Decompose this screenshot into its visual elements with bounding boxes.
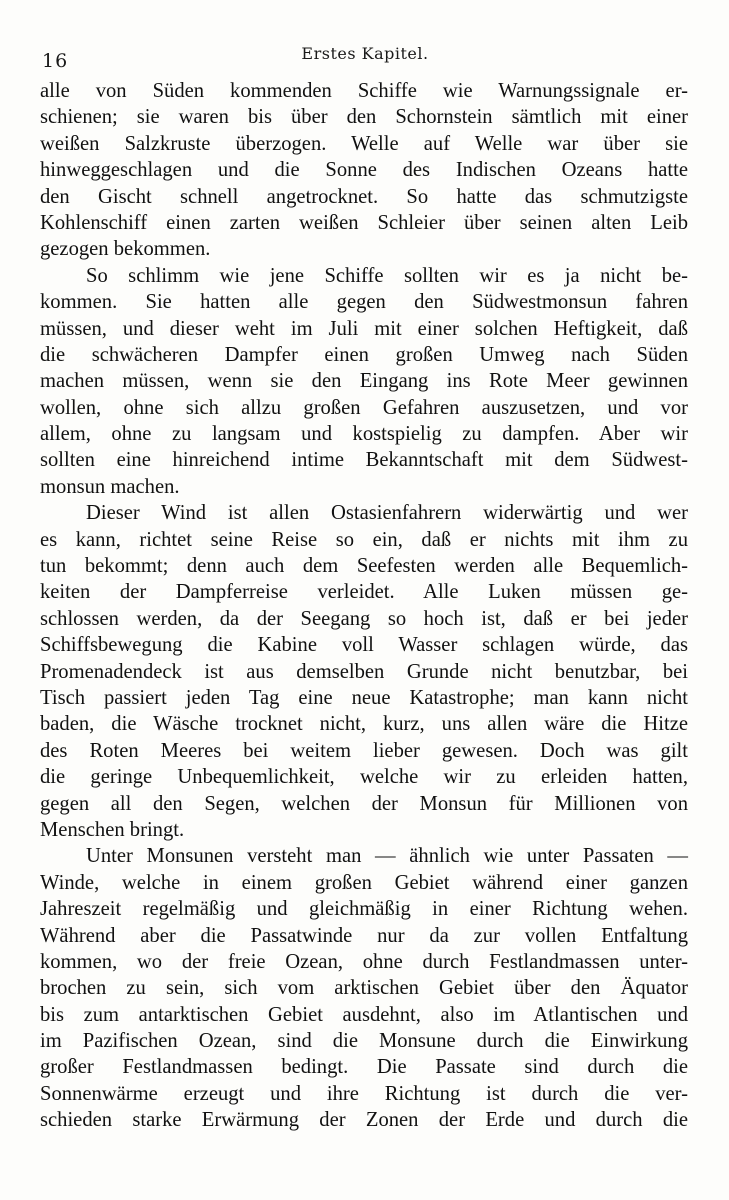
text-line: Jahreszeit regelmäßig und gleichmäßig in einer Richtung wehen.: [40, 898, 688, 921]
text-line: es kann, richtet seine Reise so ein, daß er nichts mit ihm zu: [40, 528, 688, 551]
text-line: des Roten Meeres bei weitem lieber gewesen. Doch was gilt: [40, 739, 688, 762]
text-line: alle von Süden kommenden Schiffe wie Warnungssignale er-: [40, 80, 688, 102]
paragraph: [40, 263, 688, 501]
text-line: schieden starke Erwärmung der Zonen der Erde und durch die: [40, 1109, 688, 1132]
text-line: So schlimm wie jene Schiffe sollten wir es ja nicht be-: [86, 264, 688, 287]
text-line: Sonnenwärme erzeugt und ihre Richtung ist durch die ver-: [40, 1082, 688, 1105]
text-line: schlossen werden, da der Seegang so hoch ist, daß er bei jeder: [40, 607, 688, 630]
text-line: monsun machen.: [40, 475, 180, 498]
text-line: bis zum antarktischen Gebiet ausdehnt, also im Atlantischen und: [40, 1003, 688, 1026]
text-line: die geringe Unbequemlichkeit, welche wir zu erleiden hatten,: [40, 766, 688, 789]
text-line: Winde, welche in einem großen Gebiet während einer ganzen: [40, 871, 688, 894]
text-line: Unter Monsunen versteht man — ähnlich wie unter Passaten —: [86, 845, 688, 868]
text-line: gegen all den Segen, welchen der Monsun für Millionen von: [40, 792, 688, 815]
text-line: die schwächeren Dampfer einen großen Umweg nach Süden: [40, 343, 688, 366]
text-line: kommen, wo der freie Ozean, ohne durch Festlandmassen unter-: [40, 950, 688, 973]
text-line: sollten eine hinreichend intime Bekanntschaft mit dem Südwest-: [40, 449, 688, 472]
text-line: wollen, ohne sich allzu großen Gefahren auszusetzen, und vor: [40, 396, 688, 419]
text-line: Schiffsbewegung die Kabine voll Wasser schlagen würde, das: [40, 634, 688, 657]
text-line: Während aber die Passatwinde nur da zur vollen Entfaltung: [40, 924, 688, 947]
text-line: baden, die Wäsche trocknet nicht, kurz, uns allen wäre die Hitze: [40, 713, 688, 736]
text-line: den Gischt schnell angetrocknet. So hatte das schmutzigste: [40, 185, 688, 208]
text-line: weißen Salzkruste überzogen. Welle auf Welle war über sie: [40, 132, 688, 155]
chapter-title: Erstes Kapitel.: [301, 44, 429, 63]
page-header: [40, 44, 690, 74]
text-line: Menschen bringt.: [40, 818, 185, 841]
paragraph: [40, 843, 688, 1133]
text-line: keiten der Dampferreise verleidet. Alle Luken müssen ge-: [40, 581, 688, 604]
text-line: hinweggeschlagen und die Sonne des Indischen Ozeans hatte: [40, 159, 688, 182]
body-text: [40, 78, 688, 1134]
text-line: gezogen bekommen.: [40, 238, 211, 261]
text-line: Kohlenschiff einen zarten weißen Schleier über seinen alten Leib: [40, 211, 688, 234]
text-line: müssen, und dieser weht im Juli mit einer solchen Heftigkeit, daß: [40, 317, 688, 340]
text-line: im Pazifischen Ozean, sind die Monsune durch die Einwirkung: [40, 1030, 688, 1053]
text-line: Dieser Wind ist allen Ostasienfahrern widerwärtig und wer: [86, 502, 688, 525]
text-line: kommen. Sie hatten alle gegen den Südwestmonsun fahren: [40, 291, 688, 314]
paragraph: [40, 500, 688, 843]
text-line: großer Festlandmassen bedingt. Die Passate sind durch die: [40, 1056, 688, 1079]
text-line: brochen zu sein, sich vom arktischen Gebiet über den Äquator: [40, 977, 688, 1000]
text-line: schienen; sie waren bis über den Schornstein sämtlich mit einer: [40, 106, 688, 129]
text-line: tun bekommt; denn auch dem Seefesten werden alle Bequemlich-: [40, 555, 688, 578]
text-line: machen müssen, wenn sie den Eingang ins Rote Meer gewinnen: [40, 370, 688, 393]
paragraph: [40, 78, 688, 263]
page-number: 16: [42, 50, 69, 72]
text-line: Promenadendeck ist aus demselben Grunde nicht benutzbar, bei: [40, 660, 688, 683]
text-line: Tisch passiert jeden Tag eine neue Katastrophe; man kann nicht: [40, 686, 688, 709]
text-line: allem, ohne zu langsam und kostspielig zu dampfen. Aber wir: [40, 423, 688, 446]
